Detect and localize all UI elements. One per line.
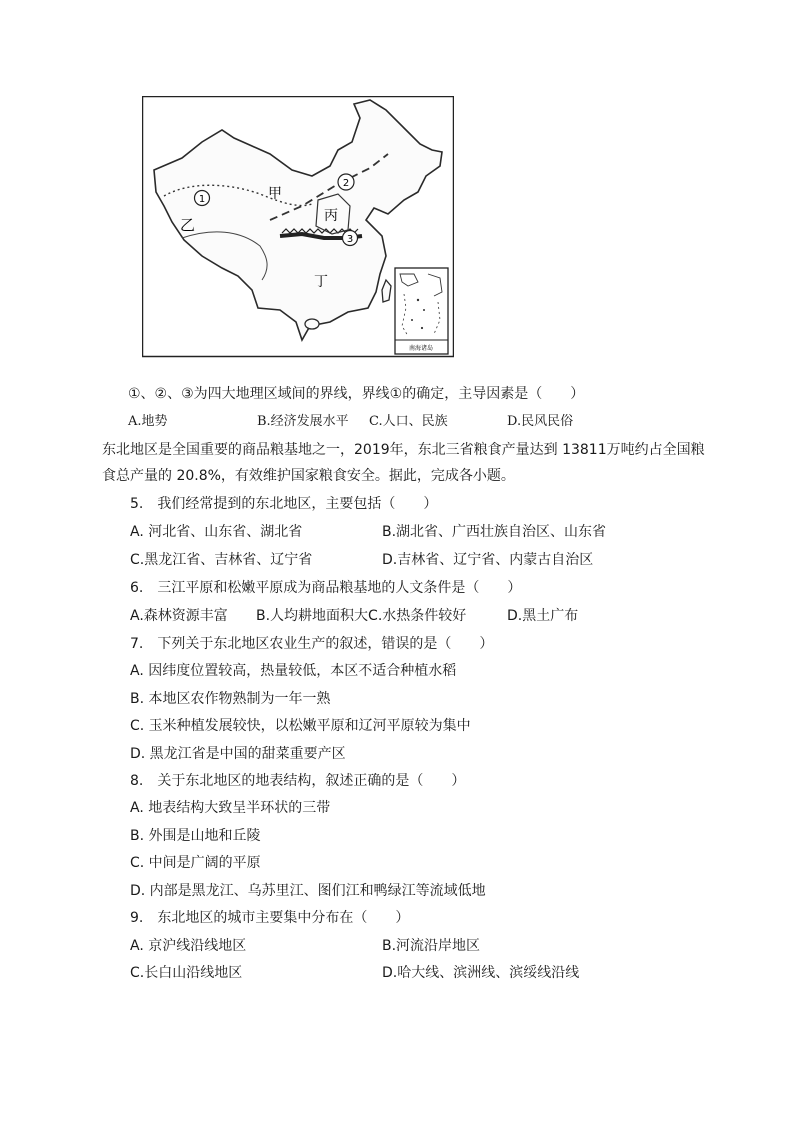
region-label-ding: 丁 — [314, 274, 328, 290]
q9-stem: 9. 东北地区的城市主要集中分布在（ ） — [130, 910, 410, 926]
q6-stem: 6. 三江平原和松嫩平原成为商品粮基地的人文条件是（ ） — [130, 580, 522, 596]
region-label-jia: 甲 — [268, 186, 282, 202]
svg-text:3: 3 — [346, 234, 354, 245]
q6-option-d[interactable]: D.黑土广布 — [507, 608, 579, 624]
passage-line-1: 东北地区是全国重要的商品粮基地之一，2019年，东北三省粮食产量达到 13811万吨约占全国粮 — [102, 442, 705, 458]
south-china-sea-inset — [395, 268, 448, 354]
q8-option-c[interactable]: C. 中间是广阔的平原 — [130, 855, 261, 871]
hainan-outline — [305, 319, 319, 329]
q7-option-a[interactable]: A. 因纬度位置较高，热量较低，本区不适合种植水稻 — [130, 663, 457, 679]
region-label-bing: 丙 — [324, 208, 338, 224]
q9-option-a[interactable]: A. 京沪线沿线地区 — [130, 938, 247, 954]
china-map — [142, 96, 454, 358]
q5-option-d[interactable]: D.吉林省、辽宁省、内蒙古自治区 — [382, 552, 594, 568]
q5-option-a[interactable]: A. 河北省、山东省、湖北省 — [130, 524, 303, 540]
q4-option-d[interactable]: D.民风民俗 — [507, 414, 574, 429]
region-label-yi: 乙 — [180, 216, 196, 234]
q4-option-c[interactable]: C.人口、民族 — [369, 414, 448, 429]
q9-option-d[interactable]: D.哈大线、滨洲线、滨绥线沿线 — [382, 965, 580, 981]
passage-line-2: 食总产量的 20.8%，有效维护国家粮食安全。据此，完成各小题。 — [102, 468, 515, 484]
q7-stem: 7. 下列关于东北地区农业生产的叙述，错误的是（ ） — [130, 636, 494, 652]
china-map-figure — [142, 96, 454, 358]
q7-option-d[interactable]: D. 黑龙江省是中国的甜菜重要产区 — [130, 746, 346, 762]
q5-stem: 5. 我们经常提到的东北地区，主要包括（ ） — [130, 496, 438, 512]
q5-option-c[interactable]: C.黑龙江省、吉林省、辽宁省 — [130, 552, 313, 568]
q9-option-c[interactable]: C.长白山沿线地区 — [130, 965, 243, 981]
boundary-marker-1 — [195, 191, 210, 206]
boundary-marker-3 — [343, 231, 358, 246]
q7-option-b[interactable]: B. 本地区农作物熟制为一年一熟 — [130, 691, 331, 707]
q8-stem: 8. 关于东北地区的地表结构，叙述正确的是（ ） — [130, 773, 466, 789]
svg-text:2: 2 — [342, 178, 350, 189]
q6-option-bc[interactable]: B.人均耕地面积大C.水热条件较好 — [256, 608, 467, 624]
q4-option-b[interactable]: B.经济发展水平 — [257, 414, 349, 429]
q7-option-c[interactable]: C. 玉米种植发展较快，以松嫩平原和辽河平原较为集中 — [130, 718, 471, 734]
q9-option-b[interactable]: B.河流沿岸地区 — [382, 938, 481, 954]
svg-text:1: 1 — [198, 194, 206, 205]
boundary-marker-2 — [338, 174, 354, 190]
inset-caption: 南海诸岛 — [408, 345, 434, 352]
q6-option-a[interactable]: A.森林资源丰富 — [130, 608, 228, 624]
q8-option-a[interactable]: A. 地表结构大致呈半环状的三带 — [130, 800, 331, 816]
q8-option-d[interactable]: D. 内部是黑龙江、乌苏里江、图们江和鸭绿江等流域低地 — [130, 883, 486, 899]
q4-option-a[interactable]: A.地势 — [128, 414, 168, 429]
q4-stem: ①、②、③为四大地理区域间的界线，界线①的确定，主导因素是（ ） — [128, 386, 585, 402]
q5-option-b[interactable]: B.湖北省、广西壮族自治区、山东省 — [382, 524, 607, 540]
q8-option-b[interactable]: B. 外围是山地和丘陵 — [130, 828, 261, 844]
